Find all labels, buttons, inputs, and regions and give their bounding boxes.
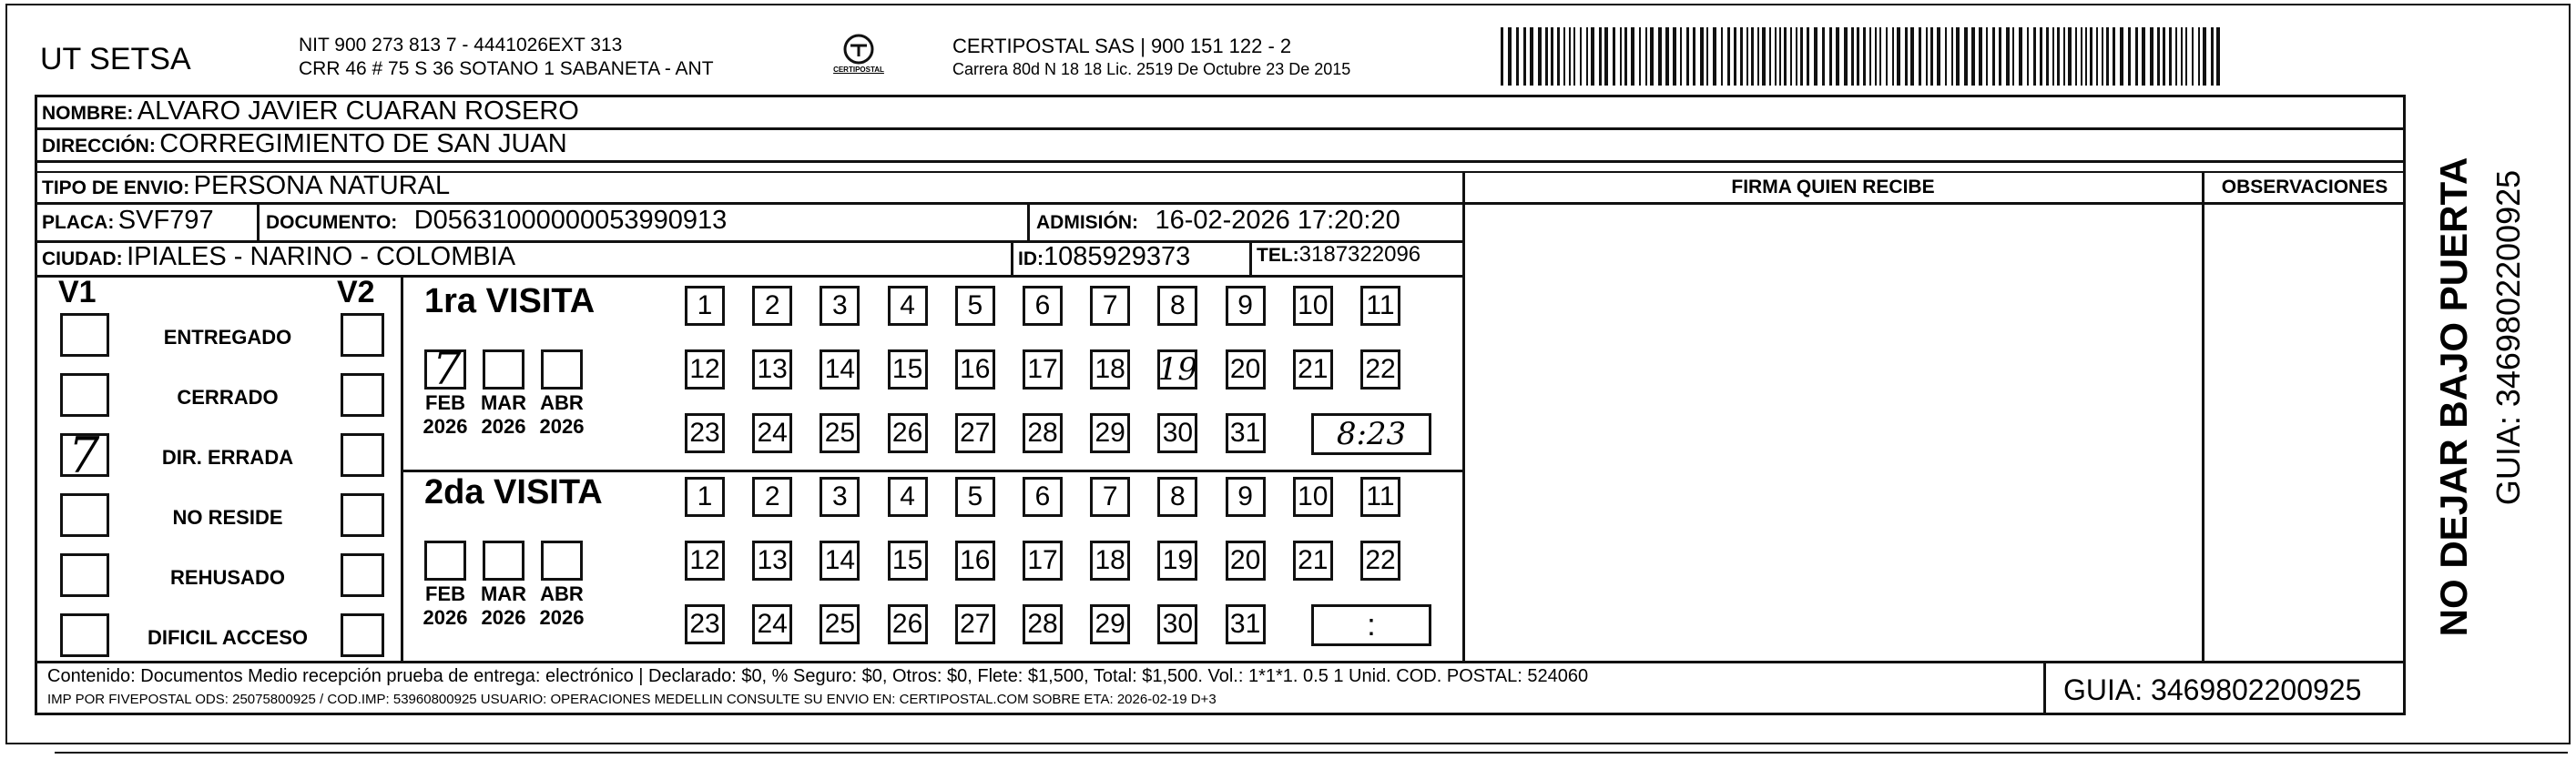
status-label: DIFICIL ACCESO [147,626,308,649]
barcode-bar [2157,27,2160,86]
day-box[interactable]: 9 [1226,477,1266,517]
day-box[interactable]: 1 [685,477,725,517]
day-box[interactable]: 31 [1226,604,1266,644]
barcode-bar [2211,27,2214,86]
col-line [2202,171,2204,663]
barcode-bar [1829,27,1832,86]
day-box[interactable]: 26 [888,604,928,644]
barcode-bar [1516,27,1519,86]
barcode-bar [1937,27,1940,86]
barcode-bar [2068,27,2072,86]
barcode-bar [2135,27,2138,86]
nombre-value: ALVARO JAVIER CUARAN ROSERO [137,96,579,126]
barcode-bar [2006,27,2010,86]
direccion-label: DIRECCIÓN: [42,136,156,157]
day-box[interactable]: 4 [888,477,928,517]
month-name: ABR [540,391,584,414]
id-cell [1018,242,1190,272]
month-checkbox[interactable] [541,349,583,390]
certipostal-logo [830,33,887,76]
barcode-bar [1784,27,1787,86]
footer-line1: Contenido: Documentos Medio recepción prueba de entrega: electrónico | Declarado: $0, % Seguro: $0, Otros: $0, Flete: $1,500, Total: $1,500. Vol.: 1*1*1. 0.5 1 Unid. COD. POSTAL: 524060 [47,666,1589,686]
day-box[interactable]: 6 [1023,286,1063,326]
barcode-bar [1751,27,1754,86]
v2-header: V2 [337,275,375,309]
v1-checkbox[interactable] [60,553,109,597]
day-box[interactable]: 7 [1090,286,1130,326]
barcode-bar [1790,27,1792,86]
month-year: 2026 [481,415,526,438]
barcode-bar [1836,27,1839,86]
v2-checkbox[interactable] [341,373,384,417]
day-box[interactable]: 24 [752,413,792,453]
barcode-bar [2081,27,2082,86]
month-checkbox[interactable] [483,541,524,581]
day-box[interactable]: 21 [1293,349,1333,390]
day-box[interactable]: 18 [1090,349,1130,390]
barcode-bar [1892,27,1894,86]
day-box[interactable]: 28 [1023,413,1063,453]
month-check-mark: 7 [433,342,462,395]
day-box[interactable]: 18 [1090,541,1130,581]
time-box[interactable]: 8:23 [1311,413,1431,455]
barcode-bar [2096,27,2098,86]
barcode-bar [1999,27,2001,86]
month-label [472,391,535,439]
barcode-bar [1971,27,1975,86]
barcode-bar [1673,27,1676,86]
day-box[interactable]: 22 [1360,541,1400,581]
barcode-bar [1686,27,1689,86]
barcode-bar [2198,27,2200,86]
barcode-bar [2075,27,2077,86]
day-box[interactable]: 12 [685,349,725,390]
month-label [530,582,594,630]
barcode-bar [1604,27,1608,86]
month-checkbox[interactable] [424,342,466,395]
barcode-bar [2169,27,2172,86]
tel-cell [1257,242,1420,268]
day-box[interactable]: 29 [1090,413,1130,453]
v2-checkbox[interactable] [341,313,384,357]
footer-line [35,661,2406,663]
day-box[interactable]: 23 [685,604,725,644]
day-box[interactable]: 16 [955,541,995,581]
barcode-bar [1586,27,1588,86]
id-label: ID: [1018,248,1044,269]
day-box[interactable]: 11 [1360,286,1400,326]
day-box[interactable]: 25 [820,413,860,453]
barcode-bar [2046,27,2049,86]
month-year: 2026 [423,606,468,629]
month-label [413,582,477,630]
company-name: UT SETSA [40,42,191,76]
col-line [401,275,403,663]
status-label: REHUSADO [170,566,285,589]
month-name: ABR [540,582,584,605]
status-label: CERRADO [177,386,279,409]
barcode [1501,27,2224,86]
barcode-bar [1869,27,1871,86]
barcode-bar [1757,27,1759,86]
barcode-bar [2185,27,2187,86]
documento-value: D05631000000053990913 [413,206,728,235]
ciudad-value: IPIALES - NARINO - COLOMBIA [127,242,516,271]
day-box[interactable]: 17 [1023,541,1063,581]
month-label [530,391,594,439]
tel-label: TEL: [1257,245,1299,266]
day-box[interactable]: 2 [752,477,792,517]
day-box[interactable]: 25 [820,604,860,644]
barcode-bar [2181,27,2183,86]
barcode-bar [1639,27,1641,86]
day-box[interactable]: 13 [752,541,792,581]
day-box[interactable]: 27 [955,604,995,644]
barcode-bar [1713,27,1716,86]
day-box[interactable]: 27 [955,413,995,453]
barcode-bar [1875,27,1877,86]
placa-value: SVF797 [117,206,214,235]
barcode-bar [1591,27,1594,86]
barcode-bar [2128,27,2131,86]
barcode-bar [2120,27,2123,86]
certipostal-line1: CERTIPOSTAL SAS | 900 151 122 - 2 [952,35,1292,57]
v1-checkbox[interactable] [60,427,109,484]
month-label [472,582,535,630]
barcode-bar [1857,27,1859,86]
month-checkbox[interactable] [424,541,466,581]
barcode-bar [1569,27,1571,86]
barcode-bar [1775,27,1777,86]
day-box[interactable]: 29 [1090,604,1130,644]
bottom-rule [55,752,2568,754]
day-box[interactable]: 1 [685,286,725,326]
row-line [35,160,2406,163]
barcode-bar [1573,27,1575,86]
time-box[interactable]: : [1311,604,1431,646]
placa-cell [42,206,214,236]
day-box[interactable]: 11 [1360,477,1400,517]
day-box[interactable]: 5 [955,477,995,517]
barcode-bar [1545,27,1548,86]
day-box[interactable]: 4 [888,286,928,326]
v1-checkbox[interactable] [60,373,109,417]
month-year: 2026 [481,606,526,629]
v1-checkbox[interactable] [60,313,109,357]
logo-caption: CERTIPOSTAL [833,66,884,74]
barcode-bar [1740,27,1743,86]
day-box[interactable]: 6 [1023,477,1063,517]
barcode-bar [2203,27,2206,86]
barcode-bar [1501,27,1503,86]
barcode-bar [1665,27,1669,86]
barcode-bar [1706,27,1708,86]
barcode-bar [2057,27,2060,86]
day-box[interactable]: 10 [1293,477,1333,517]
day-box[interactable]: 8 [1157,286,1197,326]
month-checkbox[interactable] [483,349,524,390]
barcode-bar [2012,27,2014,86]
day-box[interactable]: 17 [1023,349,1063,390]
nombre-label: NOMBRE: [42,103,134,124]
documento-cell [266,206,727,236]
barcode-bar [2040,27,2042,86]
barcode-bar [1580,27,1582,86]
barcode-bar [1680,27,1682,86]
month-name: MAR [480,391,527,414]
footer-guia: GUIA: 3469802200925 [2063,673,2362,706]
barcode-bar [1814,27,1817,86]
day-box[interactable]: 9 [1226,286,1266,326]
barcode-bar [2142,27,2145,86]
barcode-bar [1879,27,1881,86]
day-box[interactable]: 15 [888,541,928,581]
day-box[interactable]: 21 [1293,541,1333,581]
day-box[interactable]: 13 [752,349,792,390]
month-name: MAR [480,582,527,605]
barcode-bar [1956,27,1960,86]
month-label [413,391,477,439]
v1-checkbox[interactable] [60,493,109,537]
col-line [257,202,260,242]
day-box[interactable]: 2 [752,286,792,326]
id-value: 1085929373 [1044,242,1191,271]
footer-line2: IMP POR FIVEPOSTAL ODS: 25075800925 / COD.IMP: 53960800925 USUARIO: OPERACIONES MEDELLIN CONSULTE SU ENVIO EN: CERTIPOSTAL.COM SOBRE ETA: 2026-02-19 D+3 [47,692,1217,707]
ciudad-label: CIUDAD: [42,248,123,269]
tipo-row [42,171,450,201]
barcode-bar [2106,27,2109,86]
barcode-bar [2113,27,2115,86]
barcode-bar [1746,27,1748,86]
barcode-bar [1851,27,1854,86]
status-label: DIR. ERRADA [161,446,294,469]
placa-label: PLACA: [42,212,115,233]
month-year: 2026 [423,415,468,438]
barcode-bar [1964,27,1968,86]
v1-header: V1 [58,275,97,309]
barcode-bar [1658,27,1662,86]
barcode-bar [1620,27,1622,86]
day-box[interactable]: 16 [955,349,995,390]
barcode-bar [1727,27,1730,86]
direccion-value: CORREGIMIENTO DE SAN JUAN [159,129,567,158]
firma-header: FIRMA QUIEN RECIBE [1731,177,1935,197]
barcode-bar [1951,27,1953,86]
day-box[interactable]: 3 [820,477,860,517]
barcode-bar [1905,27,1908,86]
barcode-bar [1926,27,1928,86]
admision-cell [1036,206,1400,236]
barcode-bar [1645,27,1647,86]
col-line [1462,171,1465,663]
barcode-bar [2192,27,2194,86]
day-box[interactable]: 22 [1360,349,1400,390]
day-box[interactable]: 28 [1023,604,1063,644]
barcode-bar [1992,27,1995,86]
barcode-bar [2175,27,2177,86]
barcode-bar [1650,27,1654,86]
col-line [1011,240,1013,277]
day-box[interactable]: 30 [1157,413,1197,453]
barcode-bar [2052,27,2054,86]
month-year: 2026 [539,606,585,629]
tel-value: 3187322096 [1298,242,1421,267]
barcode-bar [1563,27,1565,86]
day-box[interactable]: 19 [1157,351,1198,388]
barcode-bar [1986,27,1988,86]
observaciones-header: OBSERVACIONES [2221,177,2388,197]
barcode-bar [1800,27,1803,86]
month-year: 2026 [539,415,585,438]
barcode-bar [2063,27,2065,86]
side-guia: GUIA: 3469802200925 [2489,169,2527,506]
barcode-bar [1779,27,1781,86]
barcode-bar [1624,27,1627,86]
ciudad-cell [42,242,515,272]
certipostal-line2: Carrera 80d N 18 18 Lic. 2519 De Octubre 23 De 2015 [952,60,1351,78]
barcode-bar [1613,27,1615,86]
day-box[interactable]: 23 [685,413,725,453]
v2-checkbox[interactable] [341,613,384,657]
status-label: NO RESIDE [172,506,283,529]
barcode-bar [1844,27,1848,86]
check-mark: 7 [68,427,100,484]
barcode-bar [1796,27,1797,86]
v1-checkbox[interactable] [60,613,109,657]
day-box[interactable]: 10 [1293,286,1333,326]
day-box[interactable]: 24 [752,604,792,644]
nombre-row [42,96,579,126]
barcode-bar [1700,27,1704,86]
col-line [1249,240,1252,277]
barcode-bar [1863,27,1866,86]
day-box[interactable]: 20 [1226,349,1266,390]
barcode-bar [1721,27,1723,86]
tipo-label: TIPO DE ENVIO: [42,177,190,198]
barcode-bar [1551,27,1553,86]
month-name: FEB [425,391,465,414]
barcode-bar [1538,27,1542,86]
day-box[interactable]: 5 [955,286,995,326]
tipo-value: PERSONA NATURAL [193,171,451,200]
barcode-bar [2102,27,2103,86]
barcode-bar [1910,27,1914,86]
barcode-bar [1822,27,1825,86]
status-label: ENTREGADO [163,326,292,349]
barcode-bar [1557,27,1560,86]
barcode-bar [1945,27,1947,86]
day-box[interactable]: 3 [820,286,860,326]
day-box[interactable]: 31 [1226,413,1266,453]
barcode-bar [1734,27,1736,86]
barcode-bar [1508,27,1512,86]
day-box[interactable]: 7 [1090,477,1130,517]
barcode-bar [1897,27,1900,86]
barcode-bar [1979,27,1982,86]
month-name: FEB [425,582,465,605]
direccion-row [42,129,567,159]
day-box[interactable]: 26 [888,413,928,453]
barcode-bar [1599,27,1602,86]
visit-divider [401,470,1464,472]
barcode-bar [1530,27,1533,86]
documento-label: DOCUMENTO: [266,212,398,233]
barcode-bar [2033,27,2036,86]
day-box[interactable]: 30 [1157,604,1197,644]
barcode-bar [2085,27,2087,86]
day-box[interactable]: 8 [1157,477,1197,517]
barcode-bar [1930,27,1933,86]
nit-line: NIT 900 273 813 7 - 4441026EXT 313 [299,35,623,56]
col-line [2043,661,2046,715]
day-box[interactable]: 14 [820,349,860,390]
address-line: CRR 46 # 75 S 36 SOTANO 1 SABANETA - ANT [299,58,714,79]
barcode-bar [1693,27,1695,86]
barcode-bar [2216,27,2220,86]
day-box[interactable]: 19 [1157,541,1197,581]
barcode-bar [2019,27,2022,86]
v2-checkbox[interactable] [341,433,384,477]
day-box[interactable]: 12 [685,541,725,581]
barcode-bar [2027,27,2029,86]
col-line [1027,202,1030,242]
barcode-bar [1762,27,1766,86]
barcode-bar [1523,27,1526,86]
row-line [35,202,2406,205]
admision-value: 16-02-2026 17:20:20 [1155,206,1400,235]
barcode-bar [1769,27,1771,86]
second-visit-title: 2da VISITA [424,473,603,511]
day-box[interactable]: 20 [1226,541,1266,581]
barcode-bar [2163,27,2165,86]
day-box[interactable]: 15 [888,349,928,390]
barcode-bar [2150,27,2153,86]
barcode-bar [1886,27,1888,86]
v2-checkbox[interactable] [341,553,384,597]
barcode-bar [1631,27,1634,86]
day-box[interactable]: 14 [820,541,860,581]
barcode-bar [1919,27,1921,86]
side-notice: NO DEJAR BAJO PUERTA [2432,157,2475,637]
month-checkbox[interactable] [541,541,583,581]
first-visit-title: 1ra VISITA [424,282,596,320]
barcode-bar [1807,27,1809,86]
v2-checkbox[interactable] [341,493,384,537]
barcode-bar [2090,27,2092,86]
admision-label: ADMISIÓN: [1036,212,1138,233]
